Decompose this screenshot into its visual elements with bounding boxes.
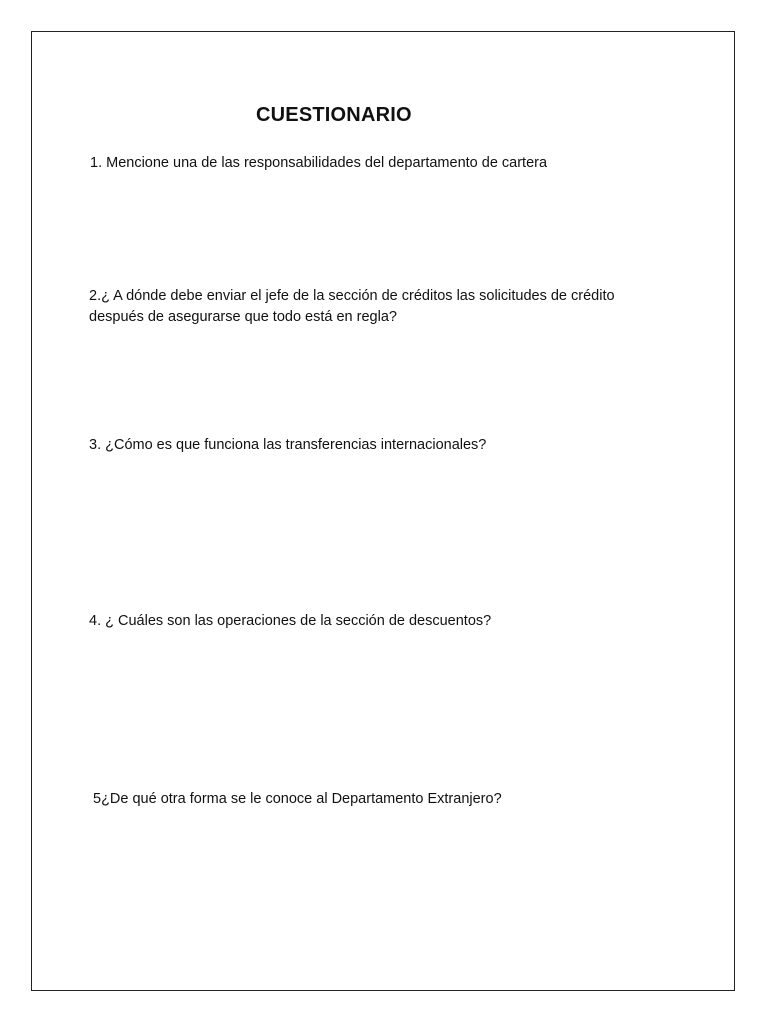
question-3: 3. ¿Cómo es que funciona las transferencias internacionales? bbox=[89, 437, 487, 453]
page-border bbox=[31, 31, 735, 991]
question-2: 2.¿ A dónde debe enviar el jefe de la sección de créditos las solicitudes de crédito después de asegurarse que todo está en regla? bbox=[89, 288, 615, 325]
question-5: 5¿De qué otra forma se le conoce al Departamento Extranjero? bbox=[93, 791, 502, 807]
question-1: 1. Mencione una de las responsabilidades del departamento de cartera bbox=[90, 155, 548, 171]
document-title: CUESTIONARIO bbox=[256, 104, 412, 126]
question-4: 4. ¿ Cuáles son las operaciones de la sección de descuentos? bbox=[89, 613, 492, 629]
